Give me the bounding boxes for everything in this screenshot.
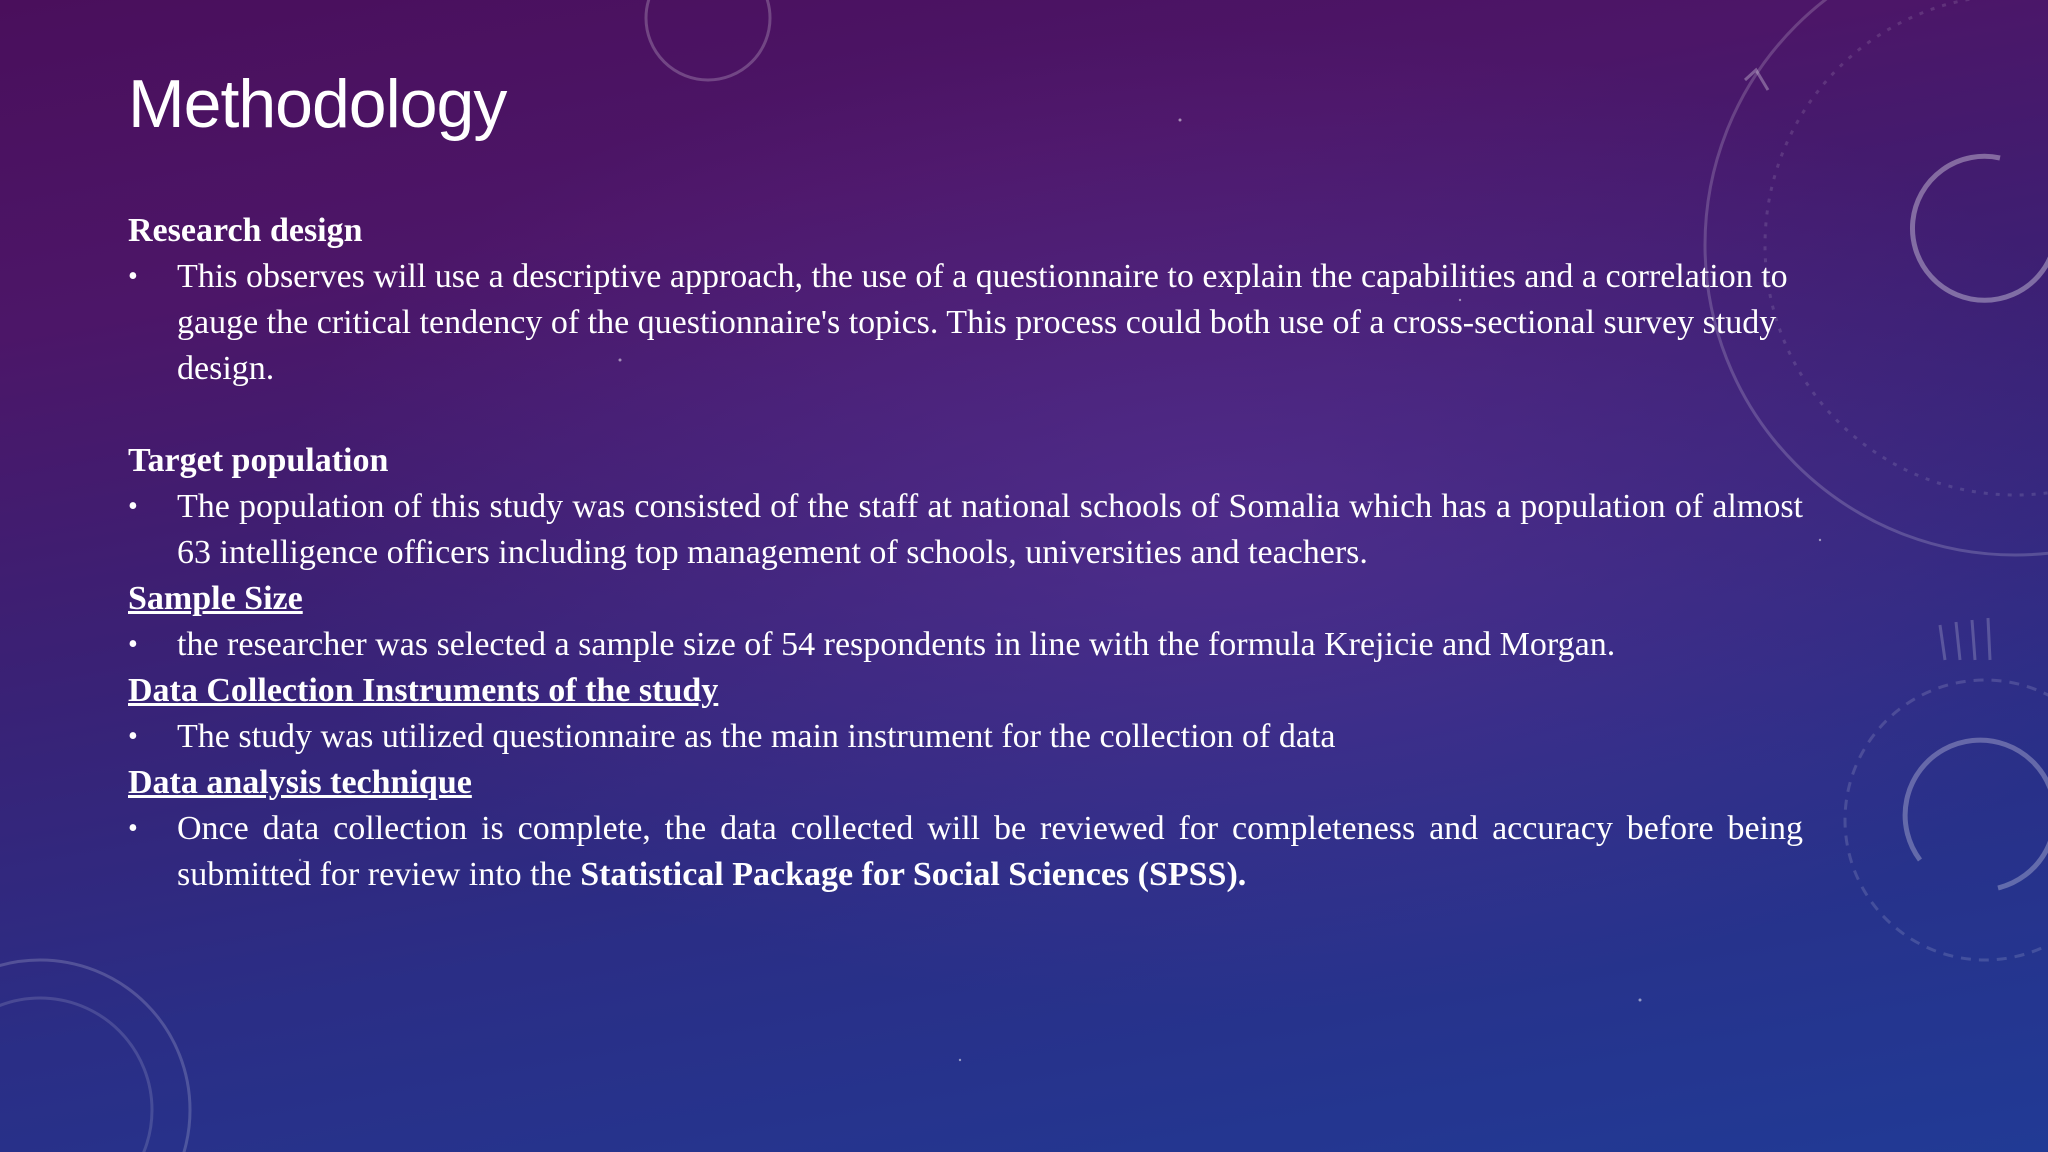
bullet-icon: • — [128, 813, 138, 844]
bullet-icon: • — [128, 491, 138, 522]
bullet-icon: • — [128, 261, 138, 292]
target-population-bullet — [128, 484, 1803, 576]
data-collection-bullet — [128, 714, 1803, 760]
research-design-heading: Research design — [128, 212, 363, 249]
data-analysis-bullet — [128, 806, 1803, 898]
target-population-heading: Target population — [128, 442, 389, 479]
data-collection-text: The study was utilized questionnaire as the main instrument for the collection of data — [177, 718, 1336, 755]
sample-size-text: the researcher was selected a sample size of 54 respondents in line with the formula Krejicie and Morgan. — [177, 626, 1616, 663]
bullet-icon: • — [128, 721, 138, 752]
spss-text: Statistical Package for Social Sciences (SPSS). — [580, 856, 1247, 893]
data-analysis-heading: Data analysis technique — [128, 764, 472, 801]
target-population-text: The population of this study was consisted of the staff at national schools of Somalia which has a population of almost 63 intelligence officers including top management of schools, universities and teachers. — [177, 488, 1803, 571]
slide-title: Methodology — [128, 66, 507, 142]
research-design-text: This observes will use a descriptive approach, the use of a questionnaire to explain the capabilities and a correlation to gauge the critical tendency of the questionnaire's topics. This process could both use of a cross-sectional survey study design. — [177, 258, 1788, 387]
bullet-icon: • — [128, 629, 138, 660]
slide-content — [128, 208, 1803, 898]
data-analysis-text: Once data collection is complete, the data collected will be reviewed for completeness and accuracy before being submitted for review into the — [177, 810, 1803, 893]
sample-size-bullet — [128, 622, 1803, 668]
sample-size-heading: Sample Size — [128, 580, 303, 617]
research-design-bullet — [128, 254, 1803, 392]
data-collection-heading: Data Collection Instruments of the study — [128, 672, 719, 709]
